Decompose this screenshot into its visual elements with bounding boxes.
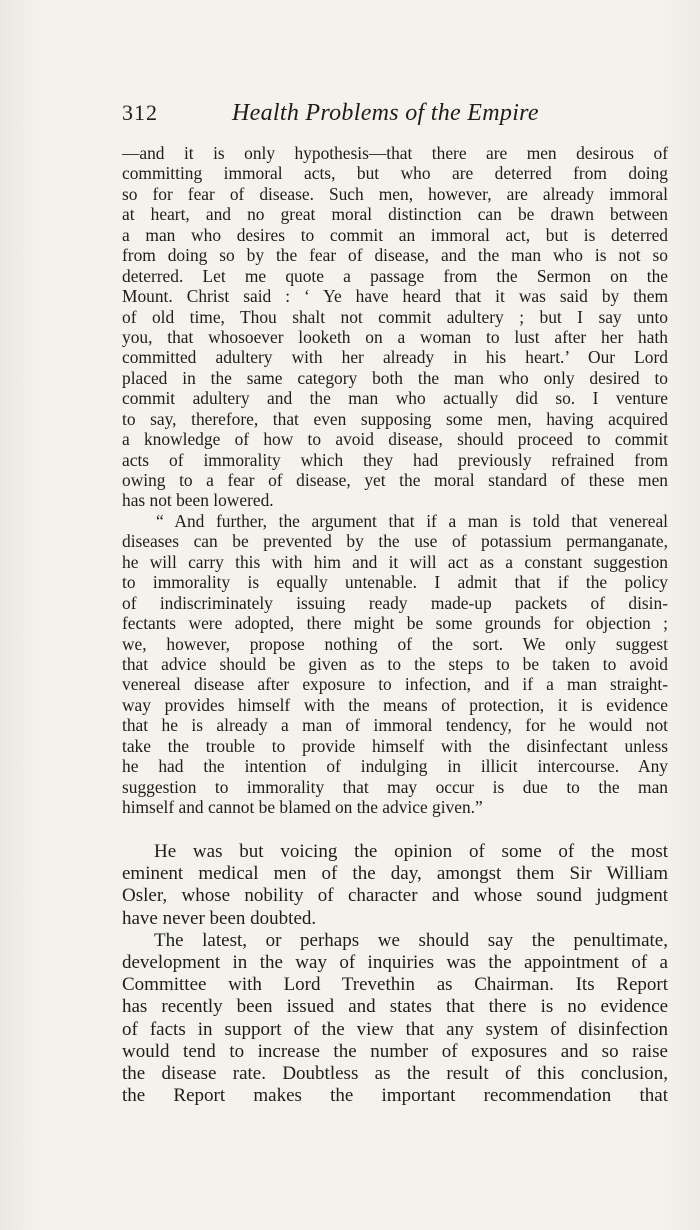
text-line: a man who desires to commit an immoral act, but is deterred [122, 224, 668, 245]
text-line: suggestion to immorality that may occur is due to the man [122, 776, 668, 797]
text-line: acts of immorality which they had previously refrained from [122, 449, 668, 470]
text-line: committed adultery with her already in his heart.’ Our Lord [122, 347, 668, 368]
text-line: Mount. Christ said : ‘ Ye have heard that it was said by them [122, 286, 668, 307]
text-line: owing to a fear of disease, yet the moral standard of these men [122, 470, 668, 490]
text-line: diseases can be prevented by the use of potassium permanganate, [122, 531, 668, 552]
text-line: placed in the same category both the man who only desired to [122, 367, 668, 388]
text-line: committing immoral acts, but who are deterred from doing [122, 163, 668, 184]
running-title: Health Problems of the Empire [232, 100, 539, 126]
text-line: has recently been issued and states that there is no evidence [122, 996, 668, 1018]
text-line: we, however, propose nothing of the sort. We only suggest [122, 633, 668, 654]
text-line: —and it is only hypothesis—that there are men desirous of [122, 143, 668, 163]
text-line: that advice should be given as to the steps to be taken to avoid [122, 653, 668, 674]
text-line: the disease rate. Doubtless as the result of this conclusion, [122, 1062, 668, 1084]
text-line: venereal disease after exposure to infection, and if a man straight- [122, 674, 668, 695]
text-line: to say, therefore, that even supposing some men, having acquired [122, 408, 668, 429]
text-line: way provides himself with the means of protection, it is evidence [122, 694, 668, 715]
text-line: the Report makes the important recommendation that [122, 1085, 668, 1107]
text-line: he will carry this with him and it will act as a constant suggestion [122, 551, 668, 572]
text-line: deterred. Let me quote a passage from the Sermon on the [122, 265, 668, 286]
text-line: of facts in support of the view that any system of disinfection [122, 1018, 668, 1040]
text-line: have never been doubted. [122, 907, 317, 929]
text-line: take the trouble to provide himself with the disinfectant unless [122, 735, 668, 756]
text-line: so for fear of disease. Such men, however, are already immoral [122, 183, 668, 204]
text-line: of indiscriminately issuing ready made-up packets of disin- [122, 592, 668, 613]
body-paragraphs [122, 841, 668, 1107]
text-line: fectants were adopted, there might be some grounds for objection ; [122, 613, 668, 634]
page-header [122, 100, 668, 132]
text-line: at heart, and no great moral distinction can be drawn between [122, 204, 668, 225]
text-line: The latest, or perhaps we should say the penultimate, [154, 929, 668, 951]
page-number: 312 [122, 100, 158, 125]
text-line: commit adultery and the man who actually did so. I venture [122, 388, 668, 409]
text-line: would tend to increase the number of exposures and so raise [122, 1040, 668, 1062]
text-line: he had the intention of indulging in illicit intercourse. Any [122, 756, 668, 777]
text-line: “ And further, the argument that if a man is told that venereal [156, 510, 668, 531]
text-line: He was but voicing the opinion of some of the most [154, 841, 668, 862]
text-line: has not been lowered. [122, 490, 274, 511]
quoted-passage [122, 143, 668, 817]
text-line: Committee with Lord Trevethin as Chairman. Its Report [122, 974, 668, 996]
text-line: that he is already a man of immoral tendency, for he would not [122, 715, 668, 736]
text-line: himself and cannot be blamed on the advice given.” [122, 797, 483, 817]
text-line: development in the way of inquiries was the appointment of a [122, 951, 668, 973]
text-line: of old time, Thou shalt not commit adultery ; but I say unto [122, 306, 668, 327]
text-line: from doing so by the fear of disease, and the man who is not so [122, 245, 668, 266]
text-line: a knowledge of how to avoid disease, should proceed to commit [122, 429, 668, 450]
text-line: eminent medical men of the day, amongst them Sir William [122, 863, 668, 885]
text-line: you, that whosoever looketh on a woman to lust after her hath [122, 326, 668, 347]
text-line: Osler, whose nobility of character and whose sound judgment [122, 885, 668, 907]
text-line: to immorality is equally untenable. I admit that if the policy [122, 572, 668, 593]
